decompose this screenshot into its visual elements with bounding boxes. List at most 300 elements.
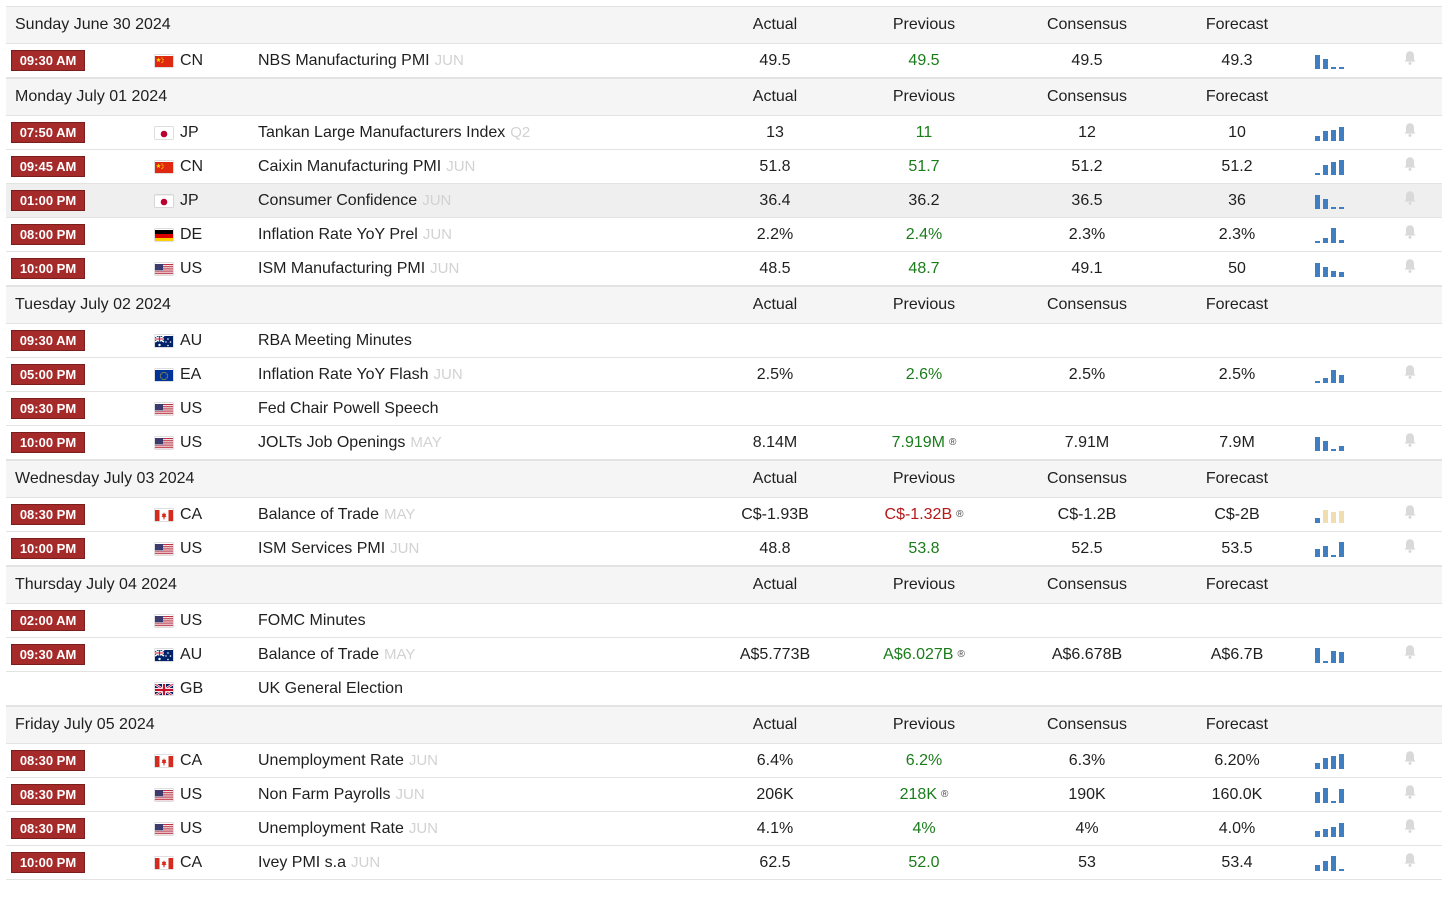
column-header-previous[interactable]: Previous xyxy=(892,88,956,105)
actual-value: A$5.773B xyxy=(739,645,811,663)
flag-us-icon xyxy=(155,543,173,555)
event-row[interactable] xyxy=(6,184,1442,218)
event-row[interactable] xyxy=(6,638,1442,672)
sparkline-cell[interactable] xyxy=(1315,532,1355,565)
sparkline-cell[interactable] xyxy=(1315,392,1355,425)
forecast-value xyxy=(1177,392,1297,425)
column-header-actual[interactable]: Actual xyxy=(752,88,798,105)
bell-icon[interactable] xyxy=(1403,750,1417,771)
flag-au-icon xyxy=(155,335,173,347)
alert-bell-button[interactable] xyxy=(1400,778,1420,811)
country-code: GB xyxy=(180,679,204,697)
alert-bell-button[interactable] xyxy=(1400,638,1420,671)
revised-icon: ® xyxy=(957,649,965,660)
event-row[interactable] xyxy=(6,392,1442,426)
column-header-consensus[interactable]: Consensus xyxy=(1046,88,1128,105)
event-name-cell[interactable] xyxy=(258,184,451,217)
event-name-cell[interactable] xyxy=(258,778,425,811)
column-header-forecast[interactable]: Forecast xyxy=(1205,716,1269,733)
country-code: CN xyxy=(180,51,204,69)
column-header-forecast[interactable]: Forecast xyxy=(1205,296,1269,313)
event-time-badge: 09:30 AM xyxy=(12,645,84,664)
forecast-value: 4.0% xyxy=(1218,819,1256,837)
flag-us-icon xyxy=(155,823,173,835)
sparkline-cell[interactable] xyxy=(1315,218,1355,251)
alert-bell-button[interactable] xyxy=(1400,358,1420,391)
event-name-cell[interactable] xyxy=(258,324,412,357)
sparkline-cell[interactable] xyxy=(1315,498,1355,531)
sparkline-cell[interactable] xyxy=(1315,324,1355,357)
column-header-consensus[interactable]: Consensus xyxy=(1046,576,1128,593)
event-time-cell xyxy=(12,498,84,531)
sparkline-cell[interactable] xyxy=(1315,744,1355,777)
sparkline-bar xyxy=(1331,271,1336,277)
country-code: CA xyxy=(180,751,203,769)
sparkline-bar xyxy=(1315,549,1320,557)
event-time-cell xyxy=(12,812,84,845)
sparkline-bar xyxy=(1323,59,1328,69)
event-time-cell xyxy=(12,252,84,285)
event-time-cell xyxy=(12,150,84,183)
country-cell xyxy=(155,184,199,217)
event-row[interactable] xyxy=(6,426,1442,460)
event-row[interactable] xyxy=(6,778,1442,812)
sparkline-bar xyxy=(1315,173,1320,175)
event-row[interactable] xyxy=(6,498,1442,532)
event-name-link[interactable]: Tankan Large Manufacturers Index xyxy=(258,123,506,141)
actual-value xyxy=(715,392,835,425)
column-header-actual[interactable]: Actual xyxy=(752,16,798,33)
event-time-badge: 09:30 AM xyxy=(12,51,84,70)
forecast-value: 51.2 xyxy=(1221,157,1253,175)
event-name-cell[interactable] xyxy=(258,392,439,425)
day-title: Thursday July 04 2024 xyxy=(15,576,177,593)
event-name-link[interactable]: Consumer Confidence xyxy=(258,191,418,209)
consensus-value xyxy=(1027,392,1147,425)
alert-bell-button[interactable] xyxy=(1400,184,1420,217)
event-time-cell xyxy=(12,778,84,811)
event-period: JUN xyxy=(351,854,381,871)
sparkline-bar xyxy=(1331,370,1336,383)
event-name-cell[interactable] xyxy=(258,252,459,285)
alert-bell-button[interactable] xyxy=(1400,392,1420,425)
sparkline-bar xyxy=(1339,754,1344,769)
consensus-value: A$6.678B xyxy=(1051,645,1123,663)
actual-value: 48.5 xyxy=(759,259,791,277)
actual-value xyxy=(715,604,835,637)
column-header-previous[interactable]: Previous xyxy=(892,470,956,487)
country-code: US xyxy=(180,433,203,451)
event-name-link[interactable]: Unemployment Rate xyxy=(258,819,404,837)
alert-bell-button[interactable] xyxy=(1400,532,1420,565)
event-period: JUN xyxy=(408,820,439,837)
sparkline-chart[interactable] xyxy=(1315,855,1349,871)
sparkline-bar xyxy=(1331,856,1336,871)
column-header-actual[interactable]: Actual xyxy=(752,470,798,487)
sparkline-cell[interactable] xyxy=(1315,358,1355,391)
sparkline-cell[interactable] xyxy=(1315,812,1355,845)
sparkline-chart[interactable] xyxy=(1315,753,1349,769)
flag-de-icon xyxy=(155,229,173,241)
forecast-value: A$6.7B xyxy=(1210,645,1264,663)
column-header-consensus[interactable]: Consensus xyxy=(1046,716,1128,733)
sparkline-bar xyxy=(1315,381,1320,383)
country-code: US xyxy=(180,399,203,417)
sparkline-bar xyxy=(1331,130,1336,141)
sparkline-bar xyxy=(1315,263,1320,277)
column-header-consensus[interactable]: Consensus xyxy=(1046,470,1128,487)
event-time-cell xyxy=(12,604,84,637)
previous-value-text: 2.6% xyxy=(905,365,943,383)
country-code: US xyxy=(180,611,203,629)
sparkline-bar xyxy=(1315,55,1320,69)
sparkline-chart[interactable] xyxy=(1315,193,1349,209)
actual-value: 2.5% xyxy=(756,365,794,383)
sparkline-chart[interactable] xyxy=(1315,53,1349,69)
flag-cn-icon xyxy=(155,161,173,173)
alert-bell-button[interactable] xyxy=(1400,116,1420,149)
previous-value xyxy=(864,778,984,811)
event-name-cell[interactable] xyxy=(258,44,464,77)
actual-value: 51.8 xyxy=(759,157,791,175)
sparkline-chart[interactable] xyxy=(1315,159,1349,175)
flag-ca-icon xyxy=(155,509,173,521)
flag-us-icon xyxy=(155,789,173,801)
alert-bell-button[interactable] xyxy=(1400,150,1420,183)
bell-icon[interactable] xyxy=(1403,224,1417,245)
event-name-link[interactable]: FOMC Minutes xyxy=(258,611,366,629)
event-period: JUN xyxy=(395,786,425,803)
previous-value xyxy=(864,116,984,149)
event-name-link[interactable]: ISM Services PMI xyxy=(258,539,386,557)
sparkline-bar xyxy=(1331,67,1336,69)
sparkline-chart[interactable] xyxy=(1315,507,1349,523)
event-name-link[interactable]: NBS Manufacturing PMI xyxy=(258,51,430,69)
flag-au-icon xyxy=(155,649,173,661)
sparkline-cell[interactable] xyxy=(1315,116,1355,149)
country-cell xyxy=(155,532,202,565)
event-row[interactable] xyxy=(6,252,1442,286)
event-name-cell[interactable] xyxy=(258,812,438,845)
sparkline-chart[interactable] xyxy=(1315,821,1349,837)
previous-value xyxy=(864,392,984,425)
sparkline-cell[interactable] xyxy=(1315,604,1355,637)
event-row[interactable] xyxy=(6,672,1442,706)
sparkline-bar xyxy=(1323,165,1328,175)
alert-bell-button[interactable] xyxy=(1400,846,1420,879)
sparkline-cell[interactable] xyxy=(1315,150,1355,183)
event-time-cell xyxy=(12,846,84,879)
sparkline-bar xyxy=(1331,827,1336,837)
event-name-cell[interactable] xyxy=(258,638,415,671)
event-time-cell xyxy=(12,184,84,217)
sparkline-bar xyxy=(1339,869,1344,871)
flag-us-icon xyxy=(155,437,173,449)
day-title: Friday July 05 2024 xyxy=(15,716,155,733)
previous-value xyxy=(864,324,984,357)
country-cell xyxy=(155,218,202,251)
country-code: AU xyxy=(180,331,203,349)
forecast-value: 49.3 xyxy=(1221,51,1253,69)
actual-value: C$-1.93B xyxy=(741,505,809,523)
sparkline-chart[interactable] xyxy=(1315,227,1349,243)
day-title: Sunday June 30 2024 xyxy=(15,16,171,33)
sparkline-chart[interactable] xyxy=(1315,435,1349,451)
event-row[interactable] xyxy=(6,324,1442,358)
event-name-link[interactable]: Ivey PMI s.a xyxy=(258,853,347,871)
sparkline-bar xyxy=(1339,272,1344,277)
sparkline-bar xyxy=(1315,831,1320,837)
sparkline-bar xyxy=(1315,136,1320,141)
event-time-badge: 10:00 PM xyxy=(12,853,84,872)
alert-bell-button[interactable] xyxy=(1400,498,1420,531)
sparkline-bar xyxy=(1323,546,1328,557)
consensus-value: 52.5 xyxy=(1071,539,1103,557)
event-row[interactable] xyxy=(6,116,1442,150)
column-header-actual[interactable]: Actual xyxy=(752,576,798,593)
event-time-badge: 09:30 PM xyxy=(12,399,84,418)
event-row[interactable] xyxy=(6,812,1442,846)
country-cell xyxy=(155,252,202,285)
column-header-actual[interactable]: Actual xyxy=(752,296,798,313)
sparkline-chart[interactable] xyxy=(1315,647,1349,663)
bell-icon[interactable] xyxy=(1403,852,1417,873)
day-title: Tuesday July 02 2024 xyxy=(15,296,171,313)
event-row[interactable] xyxy=(6,358,1442,392)
event-row[interactable] xyxy=(6,218,1442,252)
event-time-badge: 09:45 AM xyxy=(12,157,84,176)
bell-icon[interactable] xyxy=(1403,818,1417,839)
column-header-previous[interactable]: Previous xyxy=(892,576,956,593)
alert-bell-button[interactable] xyxy=(1400,604,1420,637)
event-name-link[interactable]: JOLTs Job Openings xyxy=(258,433,406,451)
event-name-cell[interactable] xyxy=(258,116,530,149)
event-row[interactable] xyxy=(6,604,1442,638)
country-cell xyxy=(155,498,202,531)
event-name-cell[interactable] xyxy=(258,846,380,879)
event-name-link[interactable]: Non Farm Payrolls xyxy=(258,785,391,803)
bell-icon[interactable] xyxy=(1403,432,1417,453)
sparkline-bar xyxy=(1339,789,1344,803)
consensus-value: 4% xyxy=(1075,819,1099,837)
sparkline-chart[interactable] xyxy=(1315,367,1349,383)
sparkline-bar xyxy=(1315,518,1320,523)
event-time-cell xyxy=(12,44,84,77)
consensus-value: 49.5 xyxy=(1071,51,1103,69)
column-header-forecast[interactable]: Forecast xyxy=(1205,16,1269,33)
sparkline-bar xyxy=(1315,437,1320,451)
bell-icon[interactable] xyxy=(1403,50,1417,71)
event-name-link[interactable]: UK General Election xyxy=(258,679,403,697)
column-header-previous[interactable]: Previous xyxy=(892,16,956,33)
sparkline-cell[interactable] xyxy=(1315,846,1355,879)
sparkline-chart[interactable] xyxy=(1315,787,1349,803)
previous-value-text: 49.5 xyxy=(908,51,940,69)
actual-value: 8.14M xyxy=(752,433,798,451)
country-cell xyxy=(155,358,201,391)
event-name-link[interactable]: Balance of Trade xyxy=(258,645,379,663)
sparkline-cell[interactable] xyxy=(1315,184,1355,217)
alert-bell-button[interactable] xyxy=(1400,44,1420,77)
event-name-cell[interactable] xyxy=(258,218,452,251)
actual-value: 49.5 xyxy=(759,51,791,69)
alert-bell-button[interactable] xyxy=(1400,252,1420,285)
consensus-value: 7.91M xyxy=(1064,433,1110,451)
consensus-value: 6.3% xyxy=(1068,751,1106,769)
previous-value-text: C$-1.32B xyxy=(884,505,953,523)
sparkline-bar xyxy=(1323,861,1328,871)
country-cell xyxy=(155,324,202,357)
forecast-value: C$-2B xyxy=(1214,505,1260,523)
flag-us-icon xyxy=(155,403,173,415)
bell-icon[interactable] xyxy=(1403,538,1417,559)
event-time-badge: 08:30 PM xyxy=(12,505,84,524)
event-name-cell[interactable] xyxy=(258,604,366,637)
column-header-consensus[interactable]: Consensus xyxy=(1046,296,1128,313)
event-name-link[interactable]: Fed Chair Powell Speech xyxy=(258,399,439,417)
country-code: AU xyxy=(180,645,203,663)
event-name-link[interactable]: ISM Manufacturing PMI xyxy=(258,259,426,277)
event-name-cell[interactable] xyxy=(258,426,442,459)
event-row[interactable] xyxy=(6,150,1442,184)
sparkline-bar xyxy=(1323,829,1328,837)
sparkline-bar xyxy=(1339,127,1344,141)
bell-icon[interactable] xyxy=(1403,364,1417,385)
consensus-value: 51.2 xyxy=(1071,157,1103,175)
flag-ca-icon xyxy=(155,857,173,869)
country-cell xyxy=(155,744,202,777)
previous-value xyxy=(864,358,984,391)
column-header-forecast[interactable]: Forecast xyxy=(1205,470,1269,487)
event-time-badge: 09:30 AM xyxy=(12,331,84,350)
column-header-forecast[interactable]: Forecast xyxy=(1205,88,1269,105)
sparkline-cell[interactable] xyxy=(1315,44,1355,77)
previous-value xyxy=(864,672,984,705)
bell-icon[interactable] xyxy=(1403,504,1417,525)
revised-icon: ® xyxy=(956,509,964,520)
country-code: JP xyxy=(180,123,199,141)
event-time-cell xyxy=(12,744,84,777)
sparkline-bar xyxy=(1331,651,1336,663)
previous-value xyxy=(864,532,984,565)
sparkline-cell[interactable] xyxy=(1315,638,1355,671)
event-period: JUN xyxy=(434,52,464,69)
event-name-cell[interactable] xyxy=(258,498,415,531)
bell-icon[interactable] xyxy=(1403,258,1417,279)
event-time-cell xyxy=(12,392,84,425)
event-period: MAY xyxy=(383,506,416,523)
event-time-cell xyxy=(12,218,84,251)
country-cell xyxy=(155,392,202,425)
event-name-link[interactable]: Inflation Rate YoY Prel xyxy=(258,225,418,243)
flag-jp-icon xyxy=(155,195,173,207)
event-row[interactable] xyxy=(6,846,1442,880)
economic-calendar xyxy=(6,6,1442,880)
column-header-previous[interactable]: Previous xyxy=(892,296,956,313)
previous-value-text: 51.7 xyxy=(908,157,940,175)
event-time-badge: 08:30 PM xyxy=(12,751,84,770)
event-name-cell[interactable] xyxy=(258,532,419,565)
country-cell xyxy=(155,812,202,845)
event-row[interactable] xyxy=(6,44,1442,78)
sparkline-chart[interactable] xyxy=(1315,261,1349,277)
event-name-link[interactable]: Caixin Manufacturing PMI xyxy=(258,157,442,175)
event-time-cell xyxy=(12,638,84,671)
event-name-cell[interactable] xyxy=(258,744,438,777)
event-row[interactable] xyxy=(6,532,1442,566)
event-period: MAY xyxy=(410,434,442,451)
previous-value xyxy=(864,426,984,459)
event-name-cell[interactable] xyxy=(258,672,403,705)
alert-bell-button[interactable] xyxy=(1400,812,1420,845)
previous-value-text: 4% xyxy=(912,819,936,837)
forecast-value xyxy=(1177,604,1297,637)
event-row[interactable] xyxy=(6,744,1442,778)
event-time-badge: 10:00 PM xyxy=(12,259,84,278)
previous-value-text: 11 xyxy=(915,123,933,141)
actual-value: 2.2% xyxy=(756,225,794,243)
forecast-value: 160.0K xyxy=(1211,785,1263,803)
bell-icon[interactable] xyxy=(1403,190,1417,211)
sparkline-bar xyxy=(1331,228,1336,243)
event-period: JUN xyxy=(446,158,476,175)
flag-us-icon xyxy=(155,615,173,627)
sparkline-cell[interactable] xyxy=(1315,672,1355,705)
consensus-value: C$-1.2B xyxy=(1057,505,1117,523)
alert-bell-button[interactable] xyxy=(1400,324,1420,357)
consensus-value: 2.5% xyxy=(1068,365,1106,383)
sparkline-bar xyxy=(1323,758,1328,769)
column-header-forecast[interactable]: Forecast xyxy=(1205,576,1269,593)
bell-icon[interactable] xyxy=(1403,784,1417,805)
event-name-link[interactable]: Unemployment Rate xyxy=(258,751,404,769)
alert-bell-button[interactable] xyxy=(1400,218,1420,251)
actual-value: 62.5 xyxy=(759,853,791,871)
bell-icon[interactable] xyxy=(1403,122,1417,143)
bell-icon[interactable] xyxy=(1403,156,1417,177)
country-cell xyxy=(155,426,202,459)
sparkline-bar xyxy=(1323,131,1328,141)
sparkline-chart[interactable] xyxy=(1315,125,1349,141)
sparkline-cell[interactable] xyxy=(1315,778,1355,811)
sparkline-bar xyxy=(1339,542,1344,557)
event-name-link[interactable]: Inflation Rate YoY Flash xyxy=(258,365,429,383)
event-name-cell[interactable] xyxy=(258,150,475,183)
event-period: JUN xyxy=(408,752,439,769)
country-cell xyxy=(155,672,203,705)
previous-value xyxy=(864,604,984,637)
sparkline-bar xyxy=(1323,788,1328,803)
alert-bell-button[interactable] xyxy=(1400,672,1420,705)
column-header-previous[interactable]: Previous xyxy=(892,716,956,733)
event-name-link[interactable]: Balance of Trade xyxy=(258,505,379,523)
event-name-cell[interactable] xyxy=(258,358,463,391)
bell-icon[interactable] xyxy=(1403,644,1417,665)
alert-bell-button[interactable] xyxy=(1400,426,1420,459)
sparkline-cell[interactable] xyxy=(1315,252,1355,285)
sparkline-bar xyxy=(1339,240,1344,243)
actual-value xyxy=(715,672,835,705)
actual-value: 13 xyxy=(766,123,784,141)
sparkline-chart[interactable] xyxy=(1315,541,1349,557)
event-name-link[interactable]: RBA Meeting Minutes xyxy=(258,331,412,349)
previous-value-text: 6.2% xyxy=(905,751,943,769)
column-header-actual[interactable]: Actual xyxy=(752,716,798,733)
column-header-consensus[interactable]: Consensus xyxy=(1046,16,1128,33)
alert-bell-button[interactable] xyxy=(1400,744,1420,777)
event-period: JUN xyxy=(422,226,452,243)
sparkline-cell[interactable] xyxy=(1315,426,1355,459)
